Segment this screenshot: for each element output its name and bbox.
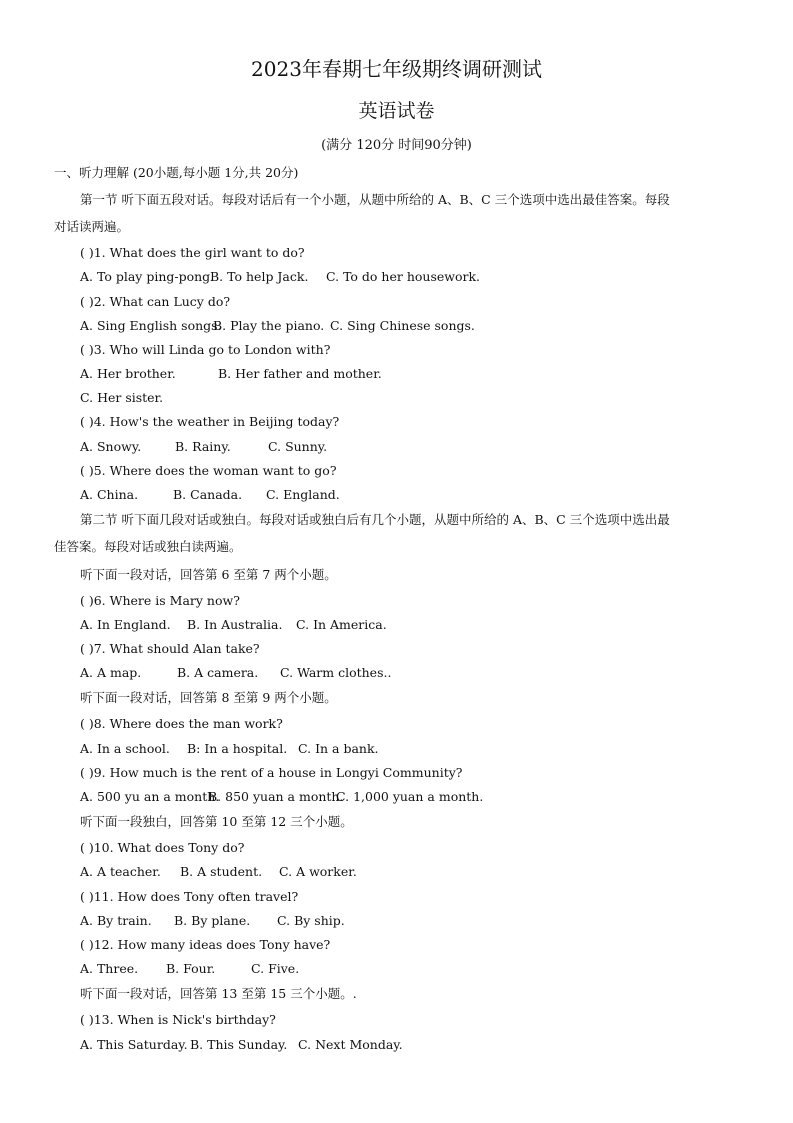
q2-option-b: B. Play the piano. xyxy=(213,318,325,333)
q4-option-b: B. Rainy. xyxy=(175,439,231,454)
question-7: ( )7. What should Alan take? xyxy=(80,641,260,656)
question-5: ( )5. Where does the woman want to go? xyxy=(80,463,337,478)
q9-option-b: B. 850 yuan a month. xyxy=(208,789,344,804)
q1-option-c: C. To do her housework. xyxy=(326,269,481,284)
q10-option-c: C. A worker. xyxy=(279,864,357,879)
part1-instructions: 第一节 听下面五段对话。每段对话后有一个小题，从题中所给的 A、B、C 三个选项中选出最佳答案。每段 xyxy=(80,192,670,207)
q6-option-a: A. In England. xyxy=(80,617,171,632)
q8-option-b: B: In a hospital. xyxy=(187,741,288,756)
q6-option-c: C. In America. xyxy=(296,617,387,632)
question-9: ( )9. How much is the rent of a house in Longyi Community? xyxy=(80,765,463,780)
q11-option-c: C. By ship. xyxy=(277,913,345,928)
q5-option-a: A. China. xyxy=(80,487,139,502)
listen-instruction-8-9: 听下面一段对话，回答第 8 至第 9 两个小题。 xyxy=(80,690,337,705)
section-heading: 一、听力理解 (20小题,每小题 1分,共 20分) xyxy=(54,165,299,180)
question-8: ( )8. Where does the man work? xyxy=(80,716,283,731)
q3-option-c: C. Her sister. xyxy=(80,390,164,405)
question-2: ( )2. What can Lucy do? xyxy=(80,294,231,309)
q2-option-a: A. Sing English songs. xyxy=(80,318,222,333)
exam-subtitle: 英语试卷 xyxy=(358,100,435,122)
q9-option-c: C. 1,000 yuan a month. xyxy=(336,789,484,804)
q3-option-a: A. Her brother. xyxy=(80,366,176,381)
q11-option-b: B. By plane. xyxy=(174,913,251,928)
q12-option-a: A. Three. xyxy=(80,961,139,976)
q7-option-c: C. Warm clothes.. xyxy=(280,665,392,680)
q10-option-a: A. A teacher. xyxy=(80,864,161,879)
question-13: ( )13. When is Nick's birthday? xyxy=(80,1012,276,1027)
q9-option-a: A. 500 yu an a month. xyxy=(80,789,220,804)
question-3: ( )3. Who will Linda go to London with? xyxy=(80,342,331,357)
q6-option-b: B. In Australia. xyxy=(187,617,283,632)
q3-option-b: B. Her father and mother. xyxy=(218,366,382,381)
q7-option-b: B. A camera. xyxy=(177,665,259,680)
q5-option-b: B. Canada. xyxy=(173,487,243,502)
question-12: ( )12. How many ideas does Tony have? xyxy=(80,937,331,952)
question-1: ( )1. What does the girl want to do? xyxy=(80,245,305,260)
question-4: ( )4. How's the weather in Beijing today? xyxy=(80,414,340,429)
q2-option-c: C. Sing Chinese songs. xyxy=(330,318,475,333)
part1-instructions-cont: 对话读两遍。 xyxy=(54,219,130,234)
q8-option-a: A. In a school. xyxy=(80,741,170,756)
q11-option-a: A. By train. xyxy=(80,913,152,928)
q7-option-a: A. A map. xyxy=(80,665,142,680)
part2-instructions: 第二节 听下面几段对话或独白。每段对话或独白后有几个小题，从题中所给的 A、B、C 三个选项中选出最 xyxy=(80,512,670,527)
listen-instruction-13-15: 听下面一段对话，回答第 13 至第 15 三个小题。. xyxy=(80,986,357,1001)
question-6: ( )6. Where is Mary now? xyxy=(80,593,240,608)
q13-option-a: A. This Saturday. xyxy=(80,1037,188,1052)
q13-option-c: C. Next Monday. xyxy=(298,1037,403,1052)
q13-option-b: B. This Sunday. xyxy=(190,1037,288,1052)
q12-option-b: B. Four. xyxy=(166,961,216,976)
q8-option-c: C. In a bank. xyxy=(298,741,379,756)
listen-instruction-6-7: 听下面一段对话，回答第 6 至第 7 两个小题。 xyxy=(80,567,337,582)
q1-option-b: B. To help Jack. xyxy=(210,269,309,284)
question-11: ( )11. How does Tony often travel? xyxy=(80,889,299,904)
part2-instructions-cont: 佳答案。每段对话或独白读两遍。 xyxy=(54,539,242,554)
q5-option-c: C. England. xyxy=(266,487,340,502)
exam-meta: (满分 120分 时间90分钟) xyxy=(321,138,472,153)
listen-instruction-10-12: 听下面一段独白，回答第 10 至第 12 三个小题。 xyxy=(80,814,353,829)
question-10: ( )10. What does Tony do? xyxy=(80,840,245,855)
q1-option-a: A. To play ping-pong. xyxy=(80,269,215,284)
q4-option-a: A. Snowy. xyxy=(80,439,142,454)
q12-option-c: C. Five. xyxy=(251,961,300,976)
q4-option-c: C. Sunny. xyxy=(268,439,328,454)
q10-option-b: B. A student. xyxy=(180,864,263,879)
exam-title: 2023年春期七年级期终调研测试 xyxy=(251,57,542,81)
